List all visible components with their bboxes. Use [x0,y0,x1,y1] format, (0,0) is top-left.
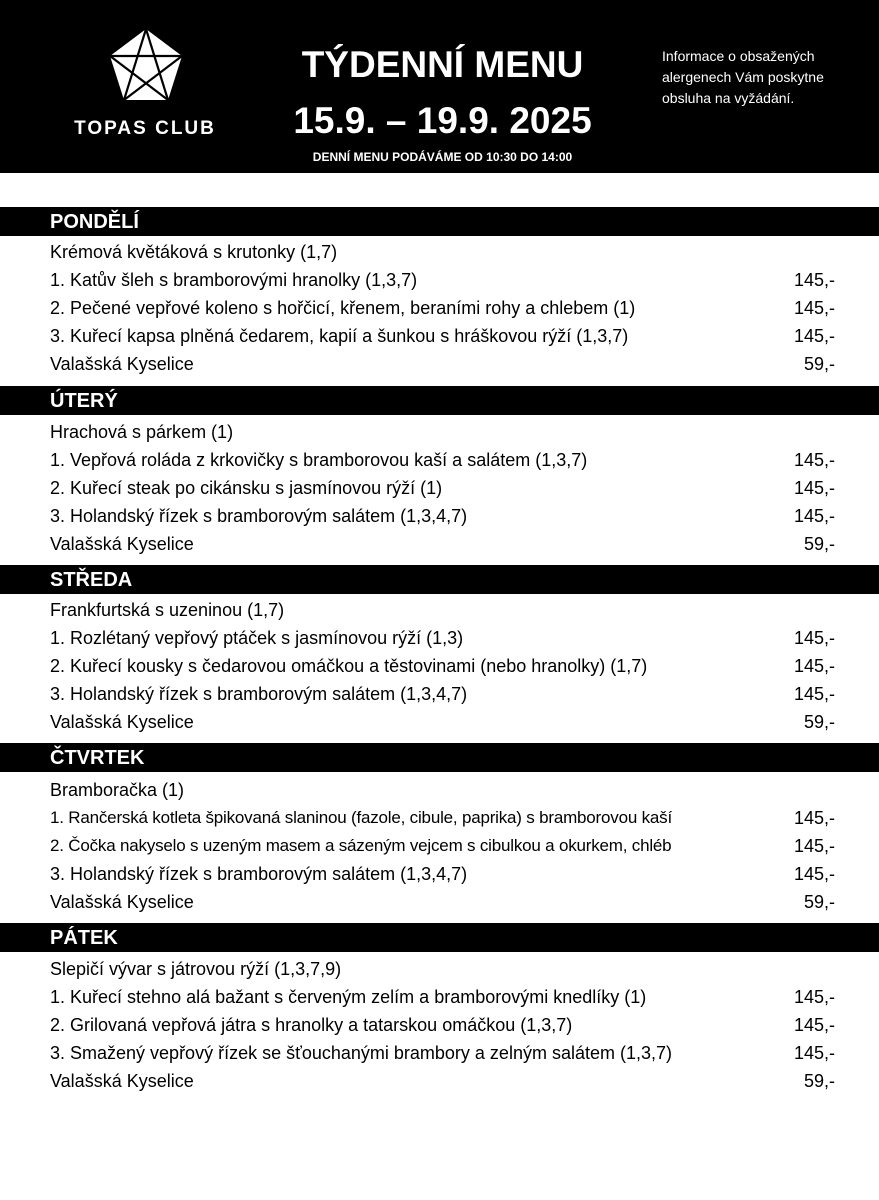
menu-item [50,1039,835,1067]
brand-name: TOPAS CLUB [74,118,216,139]
item-name: 2. Kuřecí steak po cikánsku s jasmínovou rýží (1) [50,478,443,498]
item-name: 3. Holandský řízek s bramborovým salátem (1,3,4,7) [50,684,468,704]
item-price: 59,- [803,1071,835,1091]
menu-item [50,350,835,378]
menu-item [50,804,835,832]
soup-row [50,238,835,266]
item-name: Valašská Kyselice [50,534,194,554]
item-name: 1. Kuřecí stehno alá bažant s červeným zelím a bramborovými knedlíky (1) [50,987,647,1007]
item-price: 145,- [793,808,835,828]
serving-hours: DENNÍ MENU PODÁVÁME OD 10:30 DO 14:00 [312,150,573,164]
soup-name: Hrachová s párkem (1) [50,422,234,442]
item-price: 145,- [793,628,835,648]
day-header-monday [0,207,879,236]
item-price: 145,- [793,450,835,470]
item-name: 2. Pečené vepřové koleno s hořčicí, křenem, beraními rohy a chlebem (1) [50,298,636,318]
item-price: 145,- [793,1015,835,1035]
menu-item [50,832,835,860]
day-header-friday [0,923,879,952]
allergen-note: Informace o obsažených alergenech Vám poskytne obsluha na vyžádání. [662,48,824,106]
soup-row [50,776,835,804]
item-name: 1. Katův šleh s bramborovými hranolky (1,3,7) [50,270,418,290]
soup-name: Bramboračka (1) [50,780,185,800]
item-name: 3. Holandský řízek s bramborovým salátem (1,3,4,7) [50,864,468,884]
item-name: 3. Holandský řízek s bramborovým salátem (1,3,4,7) [50,506,468,526]
day-header-thursday [0,743,879,772]
menu-item [50,1067,835,1095]
menu-item [50,446,835,474]
soup-name: Frankfurtská s uzeninou (1,7) [50,600,285,620]
item-price: 145,- [793,270,835,290]
day-name: STŘEDA [50,569,133,591]
menu-item [50,266,835,294]
item-name: 1. Rozlétaný vepřový ptáček s jasmínovou rýží (1,3) [50,628,464,648]
day-header-tuesday [0,386,879,415]
menu-item [50,294,835,322]
menu-item [50,708,835,736]
menu-item [50,652,835,680]
menu-item [50,502,835,530]
soup-row [50,955,835,983]
day-name: PONDĚLÍ [50,211,139,233]
day-header-wednesday [0,565,879,594]
pentagon-star-icon [106,26,186,106]
day-name: ČTVRTEK [50,747,145,769]
item-name: 2. Čočka nakyselo s uzeným masem a sázeným vejcem s cibulkou a okurkem, chléb [50,836,672,855]
menu-item [50,888,835,916]
menu-item [50,860,835,888]
item-price: 145,- [793,987,835,1007]
soup-row [50,596,835,624]
item-name: Valašská Kyselice [50,712,194,732]
item-price: 145,- [793,326,835,346]
soup-name: Krémová květáková s krutonky (1,7) [50,242,338,262]
item-price: 145,- [793,506,835,526]
item-name: Valašská Kyselice [50,892,194,912]
item-name: 1. Rančerská kotleta špikovaná slaninou (fazole, cibule, paprika) s bramborovou kaší [50,808,672,827]
item-price: 59,- [803,892,835,912]
menu-item [50,624,835,652]
menu-item [50,983,835,1011]
menu-item [50,530,835,558]
item-price: 145,- [793,478,835,498]
item-name: Valašská Kyselice [50,354,194,374]
item-name: 3. Smažený vepřový řízek se šťouchanými brambory a zelným salátem (1,3,7) [50,1043,672,1063]
soup-row [50,418,835,446]
topas-club-logo [60,26,230,146]
item-price: 59,- [803,354,835,374]
menu-dates: 15.9. – 19.9. 2025 [293,100,592,141]
item-price: 145,- [793,684,835,704]
soup-name: Slepičí vývar s játrovou rýží (1,3,7,9) [50,959,342,979]
day-name: PÁTEK [50,927,118,949]
item-name: 2. Grilovaná vepřová játra s hranolky a tatarskou omáčkou (1,3,7) [50,1015,573,1035]
item-name: Valašská Kyselice [50,1071,194,1091]
menu-header [0,0,879,173]
item-price: 145,- [793,836,835,856]
item-price: 59,- [803,712,835,732]
menu-item [50,1011,835,1039]
menu-item [50,474,835,502]
item-price: 145,- [793,656,835,676]
day-name: ÚTERÝ [50,390,118,412]
item-name: 3. Kuřecí kapsa plněná čedarem, kapií a šunkou s hráškovou rýží (1,3,7) [50,326,629,346]
item-name: 2. Kuřecí kousky s čedarovou omáčkou a těstovinami (nebo hranolky) (1,7) [50,656,648,676]
item-name: 1. Vepřová roláda z krkovičky s bramborovou kaší a salátem (1,3,7) [50,450,588,470]
menu-item [50,680,835,708]
menu-item [50,322,835,350]
item-price: 145,- [793,864,835,884]
item-price: 145,- [793,1043,835,1063]
menu-title: TÝDENNÍ MENU [301,44,584,85]
item-price: 145,- [793,298,835,318]
item-price: 59,- [803,534,835,554]
